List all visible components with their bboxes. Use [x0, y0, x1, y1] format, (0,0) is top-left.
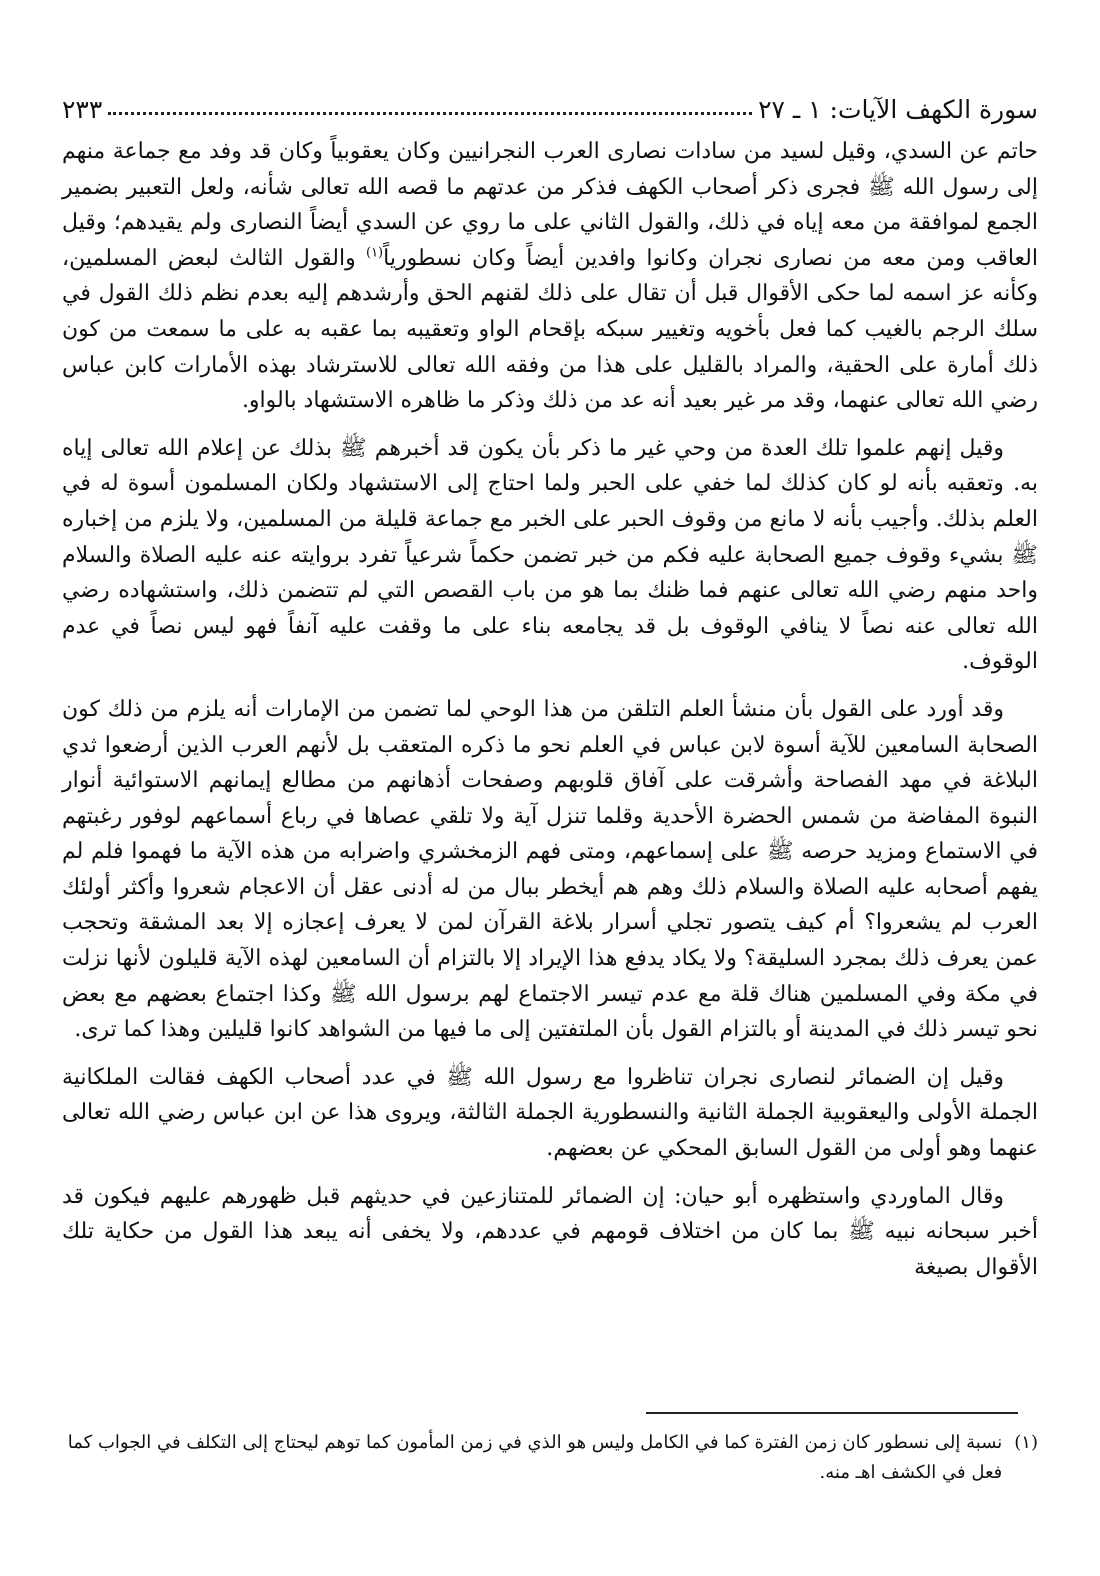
footnote-separator	[646, 1412, 1018, 1414]
surah-title: سورة الكهف الآيات: ١ ـ ٢٧	[758, 95, 1038, 124]
paragraph: وقد أورد على القول بأن منشأ العلم التلقن من هذا الوحي لما تضمن من الإمارات أنه يلزم من ذلك كون الصحابة السامعين للآية أسوة لابن عباس في العلم نحو ما ذكره المتعقب بل لأنهم العرب الذين أرضعوا ثدي البلاغة في مهد الفصاحة وأشرقت على آفاق قلوبهم وصفحات أذهانهم من مطالع إيمانهم الاستوائية أنوار النبوة المفاضة من شمس الحضرة الأحدية وقلما تنزل آية ولا تلقي عصاها في رباع أسماعهم لوفور رغبتهم في الاستماع ومزيد حرصه ﷺ على إسماعهم، ومتى فهم الزمخشري واضرابه من هذه الآية ما فهموا فلم لم يفهم أصحابه عليه الصلاة والسلام ذلك وهم هم أيخطر ببال من له أدنى عقل أن الاعجام شعروا وأكثر أولئك العرب لم يشعروا؟ أم كيف يتصور تجلي أسرار بلاغة القرآن لمن لا يعرف إعجازه إلا بعد المشقة وتحجب عمن يعرف ذلك بمجرد السليقة؟ ولا يكاد يدفع هذا الإيراد إلا بالتزام أن السامعين لهذه الآية قليلون لأنها نزلت في مكة وفي المسلمين هناك قلة مع عدم تيسر الاجتماع لهم برسول الله ﷺ وكذا اجتماع بعضهم مع بعض نحو تيسر ذلك في المدينة أو بالتزام القول بأن الملتفتين إلى ما فيها من الشواهد كانوا قليلين وهذا كما ترى.	[62, 696, 1038, 1043]
paragraph	[62, 134, 1038, 419]
paragraph-text: حاتم عن السدي، وقيل لسيد من سادات نصارى العرب النجرانيين وكان يعقوبياً وكان قد وفد مع جماعة منهم إلى رسول الله ﷺ فجرى ذكر أصحاب الكهف فذكر من عدتهم ما قصه الله تعالى شأنه، ولعل التعبير بضمير الجمع لموافقة من معه إياه في ذلك، والقول الثاني على ما روي عن السدي أيضاً النصارى ولم يقيدهم؛ وقيل العاقب ومن معه من نصارى نجران وكانوا وافدين أيضاً وكان نسطورياً	[62, 139, 1038, 271]
leader-dots	[108, 112, 752, 115]
paragraph: وقيل إن الضمائر لنصارى نجران تناظروا مع رسول الله ﷺ في عدد أصحاب الكهف فقالت الملكانية الجملة الأولى واليعقوبية الجملة الثانية والنسطورية الجملة الثالثة، ويروى هذا عن ابن عباس رضي الله تعالى عنهما وهو أولى من القول السابق المحكي عن بعضهم.	[62, 1064, 1038, 1162]
paragraph: وقال الماوردي واستظهره أبو حيان: إن الضمائر للمتنازعين في حديثهم قبل ظهورهم عليهم فيكون قد أخبر سبحانه نبيه ﷺ بما كان من اختلاف قومهم في عددهم، ولا يخفى أنه يبعد هذا القول من حكاية تلك الأقوال بصيغة	[62, 1183, 1038, 1280]
footnote-text: نسبة إلى نسطور كان زمن الفترة كما في الكامل وليس هو الذي في زمن المأمون كما توهم ليحتاج إلى التكلف في الجواب كما فعل في الكشف اهـ منه.	[67, 1432, 1003, 1483]
footnote-marker[interactable]: (١)	[365, 245, 384, 261]
running-header	[62, 84, 1038, 124]
paragraph-text-continued: والقول الثالث لبعض المسلمين، وكأنه عز اسمه لما حكى الأقوال قبل أن تقال على ذلك لقنهم الحق وأرشدهم إليه بعدم نظم ذلك القول في سلك الرجم بالغيب كما فعل بأخويه وتغيير سبكه بإقحام الواو وتعقيبه بما عقبه به على ما سمعت من كون ذلك أمارة على الحقية، والمراد بالقليل على هذا من وفقه الله تعالى للاسترشاد بهذه الأمارات كابن عباس رضي الله تعالى عنهما، وقد مر غير بعيد أنه عد من ذلك وذكر ما ظاهره الاستشهاد بالواو.	[62, 245, 1038, 414]
paragraph: وقيل إنهم علموا تلك العدة من وحي غير ما ذكر بأن يكون قد أخبرهم ﷺ بذلك عن إعلام الله تعالى إياه به. وتعقبه بأنه لو كان كذلك لما خفي على الحبر ولما احتاج إلى الاستشهاد ولكان المسلمون أسوة له في العلم بذلك. وأجيب بأنه لا مانع من وقوف الحبر على الخبر مع جماعة قليلة من المسلمين، ولا يلزم من إخباره ﷺ بشيء وقوف جميع الصحابة عليه فكم من خبر تضمن حكماً شرعياً تفرد بروايته عنه عليه الصلاة والسلام واحد منهم رضي الله تعالى عنهم فما ظنك بما هو من باب القصص التي لم تتضمن ذلك، واستشهاده رضي الله تعالى عنه نصاً لا ينافي الوقوف بل قد يجامعه بناء على ما وقفت عليه آنفاً فهو ليس نصاً في عدم الوقوف.	[62, 435, 1038, 675]
footnote-number: (١)	[1014, 1432, 1038, 1453]
main-text	[62, 134, 1038, 1297]
page-number: ٢٣٣	[62, 95, 103, 124]
footnote	[62, 1428, 1038, 1488]
